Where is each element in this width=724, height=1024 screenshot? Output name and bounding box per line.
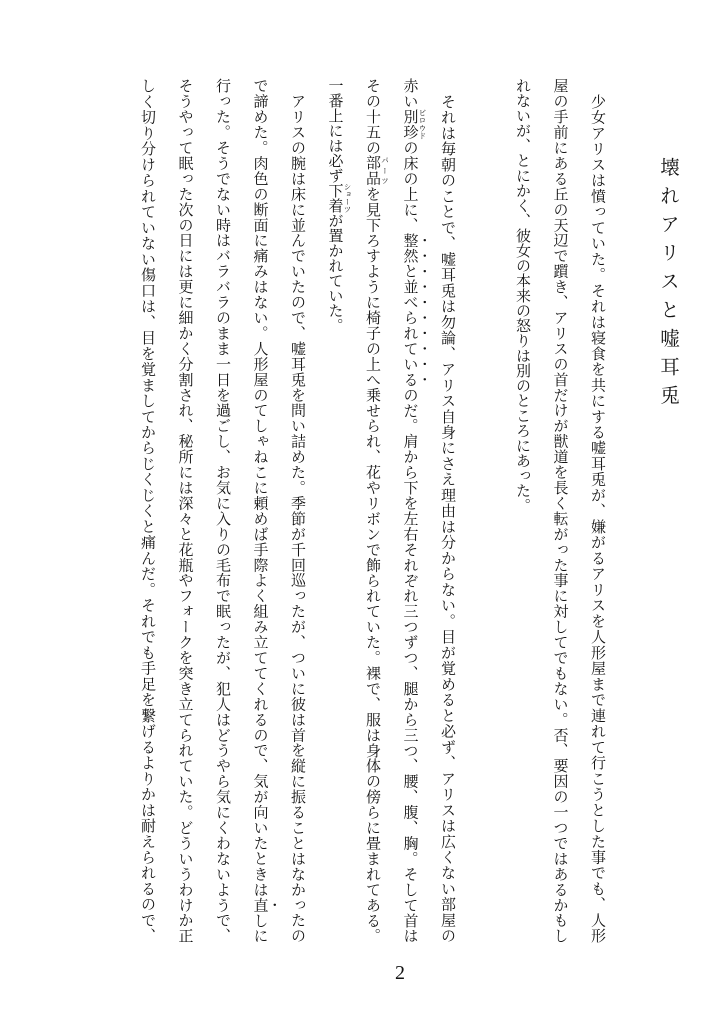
text-segment: しに [251,912,270,944]
text-segment: アリスの腕は床に並んでいたので、嘘耳兎を問い詰めた。季節が千回巡ったが、ついに彼は首を縦に振ることはなかったの [289,78,307,943]
text-segment: が置かれていた。 [326,213,345,333]
text-line [429,78,467,943]
text-line [166,78,204,943]
text-segment: で諦めた。肉色の断面に痛みはない。人形屋のてしゃねこに頼めば手際よく組み立ててくれるので、気が向いたときは [251,78,270,898]
ruby-annotation [401,108,427,140]
text-line [354,78,392,943]
text-segment: 一番上には必ず [326,78,345,183]
text-line [204,78,242,943]
text-segment: 行った。そうでない時はバラバラのまま一日を過ごし、お気に入りの毛布で眠ったが、犯人はどうやら気にくわないようで、 [214,78,232,943]
chapter-title: 壊れアリスと嘘耳兎 [657,157,680,414]
ruby-base: 別珍 [401,108,420,140]
text-segment: を見下ろすように椅子の上へ乗せられ、花やリボンで飾られていた。裸で、服は身体の傍らに畳まれてある。 [364,186,382,944]
ruby-text: ビロウド [418,108,427,140]
text-line-paragraph-end [316,78,354,943]
text-line [279,78,317,943]
ruby-text: パーツ [380,155,390,186]
body-text [128,78,616,943]
ruby-text: ショーツ [343,183,352,213]
text-line-paragraph-end [504,78,542,943]
text-segment: れないが、とにかく、彼女の本来の怒りは別のところにあった。 [514,78,532,513]
text-segment: それは毎朝のことで、嘘耳兎は勿論、アリス自身にさえ理由は分からない。目が覚めると必ず、アリスは広くない部屋の [439,78,457,943]
text-line [541,78,579,943]
text-line [579,78,617,943]
text-segment: 赤い [401,78,420,109]
text-line [241,78,279,943]
text-segment: の床の上に、 [401,139,420,233]
emphasis-dots: 直 [251,897,270,913]
text-segment: しく切り分けられていない傷口は、目を覚ましてからじくじくと痛んだ。それでも手足を繋げるよりかは耐えられるので、 [139,78,157,943]
emphasis-dots: 整然と並べられている [401,232,420,388]
text-segment: そうやって眠った次の日には更に細かく分割され、秘所には深々と花瓶やフォークを突き立てられていた。どういうわけか正 [176,78,195,943]
page-number: 2 [395,962,405,984]
text-line [129,78,167,943]
ruby-annotation [364,155,390,187]
ruby-base: 下着 [326,183,345,213]
text-segment: その十五の [364,78,382,156]
ruby-base: 部品 [364,155,382,187]
text-segment: 屋の手前にある丘の天辺で躓き、アリスの首だけが獣道を長く転がった事に対してでもない。否、要因の一つではあるかもし [551,78,570,943]
text-segment: 少女アリスは憤っていた。それは寝食を共にする嘘耳兎が、嫌がるアリスを人形屋まで連れて行こうとした事でも、人形 [589,78,607,944]
paragraph-break [466,78,504,943]
ruby-annotation [326,183,352,213]
text-line [391,78,429,943]
text-segment: のだ。肩から下を左右それぞれ三つずつ、腿から三つ、腰、腹、胸。そして首は [401,387,420,944]
